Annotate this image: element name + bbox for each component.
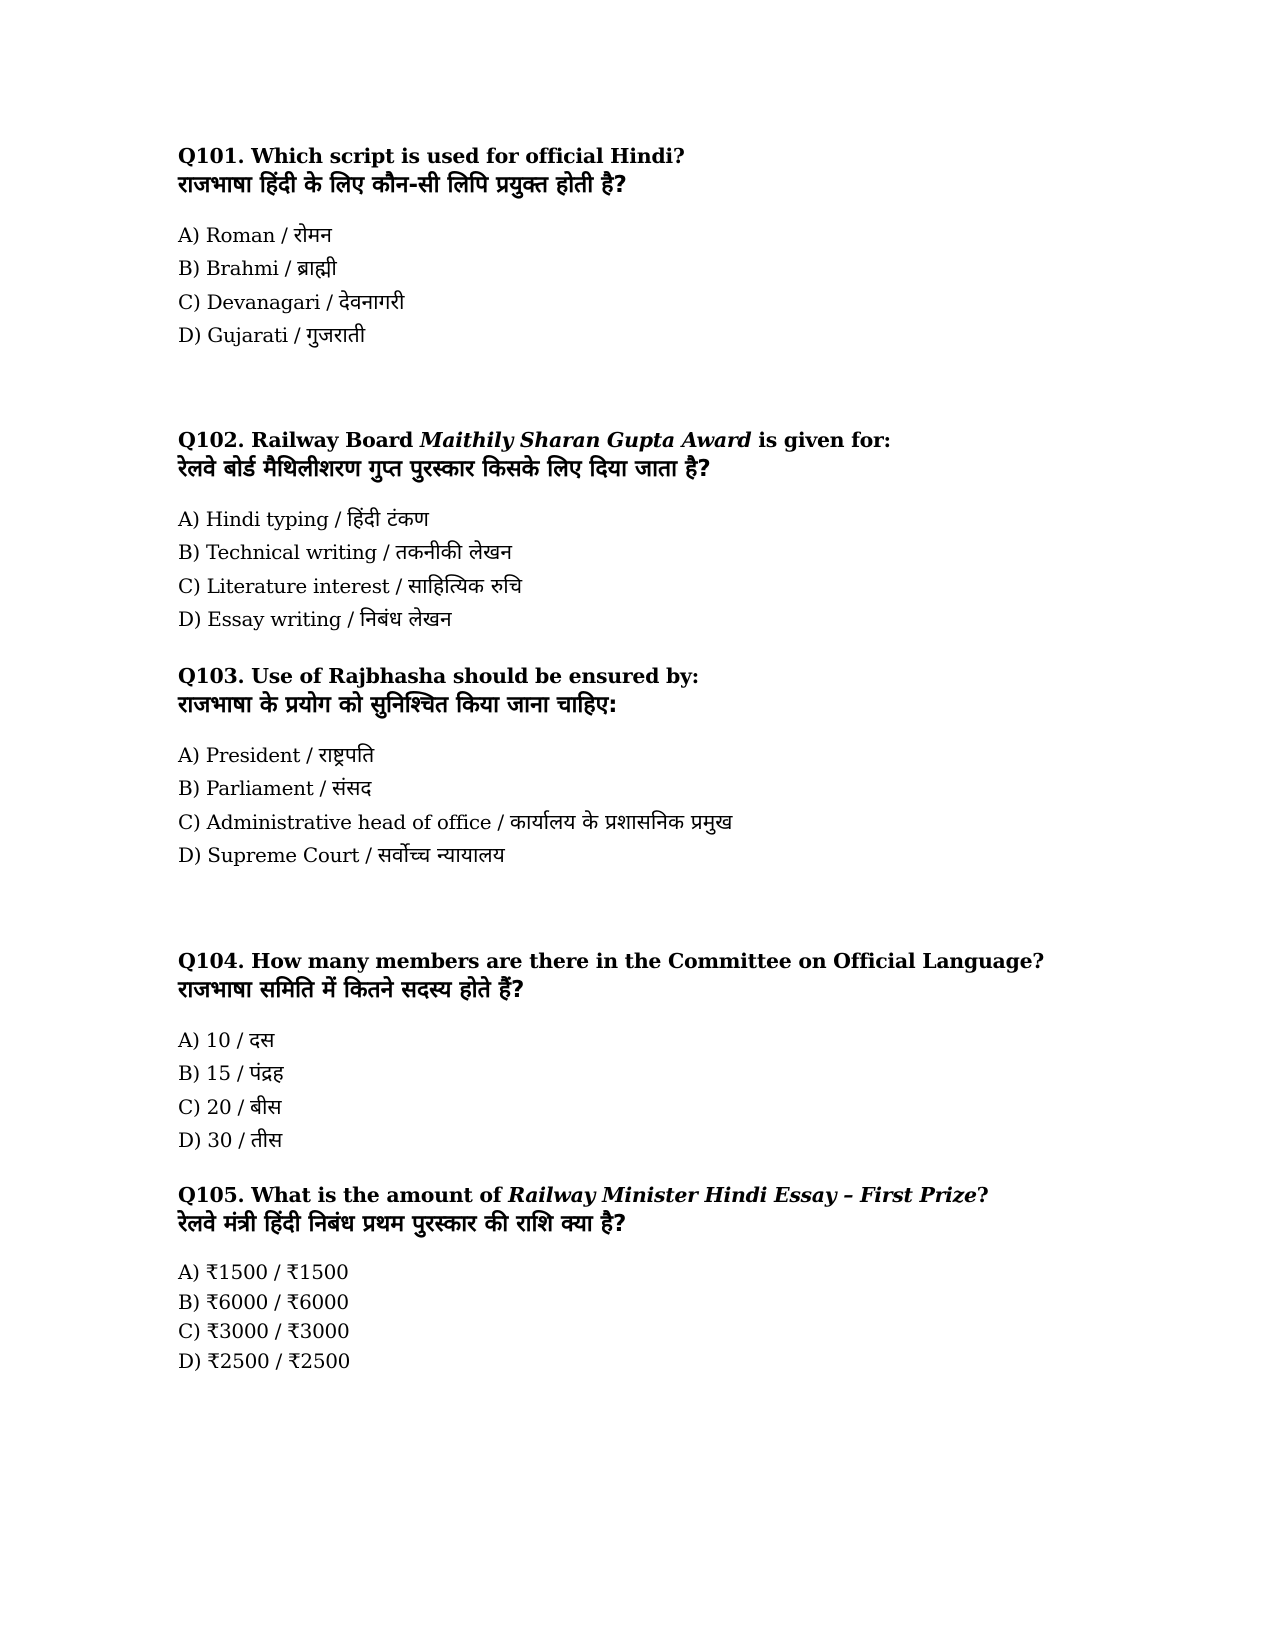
option-label: D) Supreme Court / — [178, 842, 378, 867]
option-label: A) Roman / — [178, 223, 294, 247]
option-hindi: संसद — [332, 776, 372, 801]
question-number: Q104. — [178, 949, 245, 973]
question-english — [178, 1182, 988, 1208]
question-number: Q101. — [178, 144, 245, 168]
question-hindi: राजभाषा हिंदी के लिए कौन-सी लिपि प्रयुक्त होती है? — [178, 172, 627, 198]
option-d — [178, 1347, 988, 1377]
option-a — [178, 1258, 988, 1288]
option-c — [178, 806, 732, 839]
option-label: A) President / — [178, 743, 319, 767]
prize-name: Railway Minister Hindi Essay – First Prize — [508, 1183, 977, 1207]
option-d — [178, 319, 685, 352]
option-label: D) Gujarati / — [178, 322, 307, 347]
option-a — [178, 1024, 1044, 1057]
option-label: B) 15 / — [178, 1061, 250, 1086]
question-hindi: रेलवे मंत्री हिंदी निबंध प्रथम पुरस्कार की राशि क्या है? — [178, 1211, 627, 1237]
option-label: C) 20 / — [178, 1094, 250, 1119]
options-list — [178, 503, 891, 636]
option-hindi: रोमन — [293, 223, 332, 247]
options-list — [178, 739, 732, 872]
option-a — [178, 739, 732, 772]
question-text: What is the amount of — [244, 1183, 509, 1207]
award-name: Maithily Sharan Gupta Award — [419, 428, 752, 452]
option-hindi: दस — [249, 1028, 275, 1052]
question-block-q104 — [178, 948, 1044, 1157]
option-b — [178, 1288, 988, 1318]
option-label: A) ₹1500 / — [178, 1260, 287, 1284]
option-hindi: कार्यालय के प्रशासनिक प्रमुख — [509, 809, 733, 834]
option-label: A) 10 / — [178, 1028, 250, 1052]
option-hindi: ₹1500 — [286, 1260, 349, 1284]
option-hindi: हिंदी टंकण — [347, 507, 429, 531]
option-hindi: ब्राह्मी — [297, 256, 337, 281]
options-list — [178, 219, 685, 352]
question-block-q102 — [178, 427, 891, 636]
question-hindi: राजभाषा समिति में कितने सदस्य होते हैं? — [178, 977, 525, 1003]
question-english — [178, 948, 1044, 974]
option-a — [178, 503, 891, 536]
question-text: is given for: — [751, 428, 891, 452]
option-label: B) ₹6000 / — [178, 1289, 287, 1314]
option-hindi: ₹6000 — [286, 1289, 349, 1314]
option-hindi: बीस — [249, 1094, 282, 1119]
option-label: D) ₹2500 / — [178, 1348, 288, 1373]
option-hindi: निबंध लेखन — [359, 606, 452, 631]
option-b — [178, 1057, 1044, 1090]
options-list — [178, 1258, 988, 1376]
question-block-q103 — [178, 663, 732, 872]
question-text: ? — [976, 1183, 989, 1207]
options-list — [178, 1024, 1044, 1157]
question-block-q101 — [178, 143, 685, 352]
option-label: B) Brahmi / — [178, 256, 298, 281]
option-b — [178, 772, 732, 805]
option-label: A) Hindi typing / — [178, 507, 348, 531]
option-hindi: तकनीकी लेखन — [395, 540, 512, 565]
option-label: D) Essay writing / — [178, 606, 360, 631]
question-number: Q105. — [178, 1183, 245, 1207]
option-c — [178, 286, 685, 319]
option-hindi: राष्ट्रपति — [318, 743, 375, 767]
option-label: D) 30 / — [178, 1127, 251, 1152]
option-d — [178, 1124, 1044, 1157]
option-c — [178, 1317, 988, 1347]
question-english — [178, 427, 891, 453]
option-d — [178, 839, 732, 872]
question-english — [178, 143, 685, 169]
question-number: Q102. — [178, 428, 245, 452]
question-block-q105 — [178, 1182, 988, 1376]
question-text: Use of Rajbhasha should be ensured by: — [244, 664, 699, 688]
option-d — [178, 603, 891, 636]
option-hindi: गुजराती — [306, 322, 366, 347]
option-c — [178, 1091, 1044, 1124]
question-hindi: रेलवे बोर्ड मैथिलीशरण गुप्त पुरस्कार किसके लिए दिया जाता है? — [178, 456, 711, 482]
option-hindi: ₹2500 — [287, 1348, 351, 1373]
option-hindi: सर्वोच्च न्यायालय — [377, 842, 505, 867]
option-label: C) Devanagari / — [178, 289, 339, 314]
option-hindi: पंद्रह — [249, 1061, 284, 1086]
option-b — [178, 252, 685, 285]
option-hindi: साहित्यिक रुचि — [407, 573, 523, 598]
option-b — [178, 536, 891, 569]
option-label: B) Parliament / — [178, 776, 332, 801]
option-hindi: ₹3000 — [287, 1319, 350, 1343]
question-text: How many members are there in the Committee on Official Language? — [244, 949, 1045, 973]
option-hindi: देवनागरी — [338, 289, 405, 314]
option-label: C) ₹3000 / — [178, 1319, 288, 1343]
option-label: C) Administrative head of office / — [178, 809, 510, 834]
option-label: B) Technical writing / — [178, 540, 396, 565]
option-a — [178, 219, 685, 252]
question-hindi: राजभाषा के प्रयोग को सुनिश्चित किया जाना चाहिए: — [178, 692, 618, 718]
question-english — [178, 663, 732, 689]
option-label: C) Literature interest / — [178, 573, 408, 598]
question-number: Q103. — [178, 664, 245, 688]
question-text: Which script is used for official Hindi? — [244, 144, 685, 168]
option-c — [178, 570, 891, 603]
question-text: Railway Board — [244, 428, 420, 452]
option-hindi: तीस — [250, 1127, 283, 1152]
